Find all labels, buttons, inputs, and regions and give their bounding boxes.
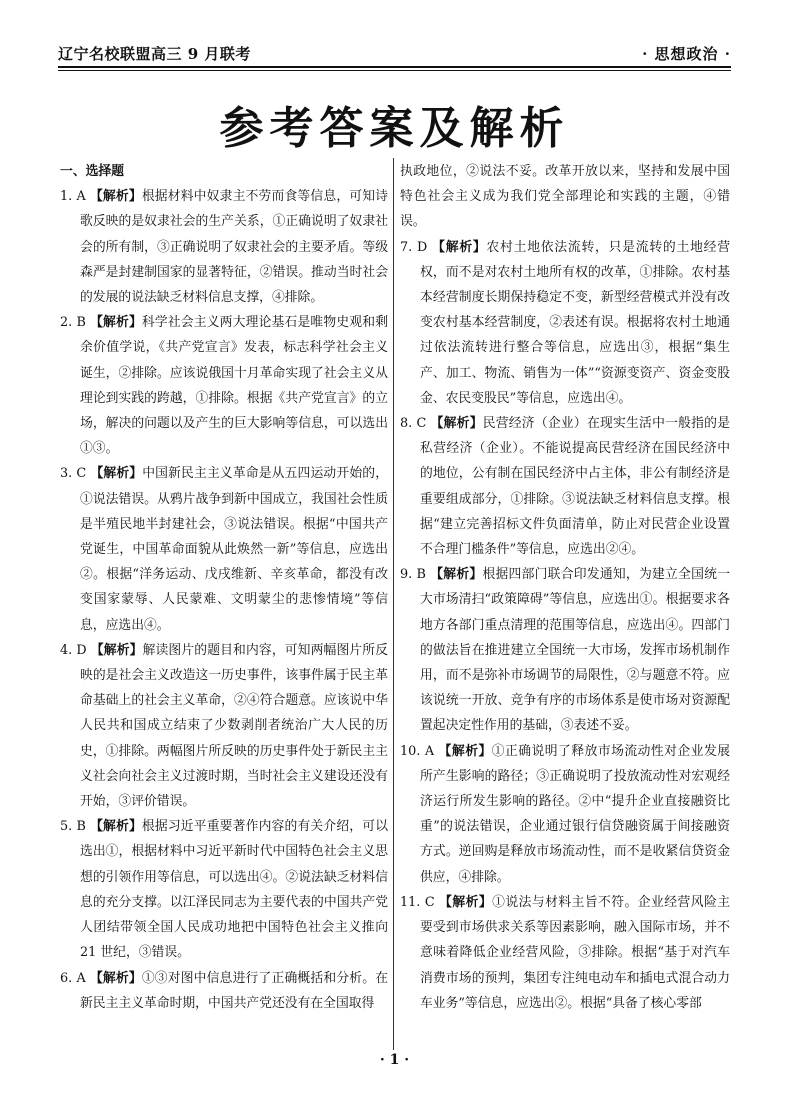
right-column <box>400 159 730 1016</box>
answer-number: 3. C <box>60 466 91 482</box>
analysis-tag: 【解析】 <box>90 819 142 835</box>
analysis-tag: 【解析】 <box>439 894 493 910</box>
analysis-text: 农村土地依法流转，只是流转的土地经营权，而不是对农村土地所有权的改革，①排除。农村基本经营制度长期保持稳定不变，新型经营模式并没有改变农村基本经营制度，②表述有误。根据将农村土地通过依法流转进行整合等信息，应选出③，根据“集生产、加工、物流、销售为一体”“资源变资产、资金变股金、农民变股民”等信息，应选出④。 <box>420 239 731 406</box>
analysis-text: 根据四部门联合印发通知，为建立全国统一大市场清扫“政策障碍”等信息，应选出①。根据要求各地方各部门重点清理的范围等信息，应选出④。四部门的做法旨在推进建立全国统一大市场，发挥市场机制作用，而不是弥补市场调节的局限性，②与题意不符。应该说统一开放、竞争有序的市场体系是使市场对资源配置起决定性作用的基础，③表述不妥。 <box>420 567 731 734</box>
analysis-tag: 【解析】 <box>438 743 492 759</box>
analysis-tag: 【解析】 <box>430 567 483 583</box>
page-number: · 1 · <box>379 1052 410 1068</box>
answer-item <box>60 966 388 1016</box>
page-header <box>58 38 731 64</box>
answer-item <box>400 411 730 562</box>
answer-item <box>60 310 388 461</box>
analysis-text: ①说法与材料主旨不符。企业经营风险主要受到市场供求关系等因素影响，融入国际市场，并不意味着降低企业经营风险，③排除。根据“基于对汽车消费市场的预判，集团专注纯电动车和插电式混合动力车业务”等信息，应选出②。根据“具备了核心零部 <box>420 894 731 1011</box>
answer-number: 6. A <box>60 970 90 986</box>
analysis-text: 科学社会主义两大理论基石是唯物史观和剩余价值学说，《共产党宣言》发表，标志科学社会主义诞生，②排除。应该说俄国十月革命实现了社会主义从理论到实践的跨越，①排除。根据《共产党宣言》的立场，解决的问题以及产生的巨大影响等信息，可以选出①③。 <box>80 315 389 457</box>
answer-item <box>60 638 388 814</box>
analysis-text: 根据材料中奴隶主不劳而食等信息，可知诗歌反映的是奴隶社会的生产关系，①正确说明了奴隶社会的所有制，③正确说明了奴隶社会的主要矛盾。等级森严是封建制国家的显著特征，②错误。推动当时社会的发展的说法缺乏材料信息支撑，④排除。 <box>80 189 389 306</box>
analysis-text: ①正确说明了释放市场流动性对企业发展所产生影响的路径；③正确说明了投放流动性对宏观经济运行所发生影响的路径。②中“提升企业直接融资比重”的说法错误，企业通过银行信贷融资属于间接融资方式。逆回购是释放市场流动性，而不是收紧信贷资金供应，④排除。 <box>420 743 731 885</box>
analysis-tag: 【解析】 <box>430 416 483 432</box>
answer-item <box>400 739 730 890</box>
analysis-tag: 【解析】 <box>90 466 143 482</box>
answer-number: 4. D <box>60 642 91 658</box>
analysis-text: 执政地位，②说法不妥。改革开放以来，坚持和发展中国特色社会主义成为我们党全部理论和实践的主题，④错误。 <box>400 164 730 230</box>
subject-name: · 思想政治 · <box>642 45 731 63</box>
answer-item <box>400 890 730 1016</box>
analysis-text: ①③对图中信息进行了正确概括和分析。在新民主主义革命时期，中国共产党还没有在全国取得 <box>80 970 389 1011</box>
header-rule-thick <box>58 66 731 68</box>
analysis-tag: 【解析】 <box>90 315 142 331</box>
answer-number: 9. B <box>400 567 431 583</box>
section-heading: 一、选择题 <box>60 164 124 179</box>
column-divider <box>393 158 394 1050</box>
answer-item <box>400 562 730 738</box>
answer-number: 11. C <box>400 894 440 910</box>
header-rule-thin <box>58 70 731 71</box>
answer-number: 1. A <box>60 189 90 205</box>
left-column <box>60 159 388 1016</box>
analysis-text: 解读图片的题目和内容，可知两幅图片所反映的是社会主义改造这一历史事件，该事件属于民主革命基础上的社会主义革命，②④符合题意。应该说中华人民共和国成立结束了少数剥削者统治广大人民的历史，①排除。两幅图片所反映的历史事件处于新民主主义社会向社会主义过渡时期，当时社会主义建设还没有开始，③评价错误。 <box>80 642 389 810</box>
answer-number: 2. B <box>60 315 91 331</box>
page-title: 参考答案及解析 <box>219 103 570 154</box>
answer-number: 5. B <box>60 819 91 835</box>
analysis-tag: 【解析】 <box>90 642 143 658</box>
analysis-tag: 【解析】 <box>432 239 487 255</box>
answer-item <box>400 235 730 411</box>
exam-name: 辽宁名校联盟高三 9 月联考 <box>58 45 251 63</box>
analysis-tag: 【解析】 <box>89 970 142 986</box>
analysis-text: 根据习近平重要著作内容的有关介绍，可以选出①，根据材料中习近平新时代中国特色社会主义思想的引领作用等信息，可以选出④。②说法缺乏材料信息的充分支撑。以江泽民同志为主要代表的中国共产党人团结带领全国人民成功地把中国特色社会主义推向 21 世纪，③错误。 <box>80 819 389 961</box>
answer-number: 8. C <box>400 416 431 432</box>
analysis-text: 民营经济（企业）在现实生活中一般指的是私营经济（企业）。不能说提高民营经济在国民经济中的地位，公有制在国民经济中占主体，非公有制经济是重要组成部分，①排除。③说法缺乏材料信息支撑。根据“建立完善招标文件负面清单，防止对民营企业设置不合理门槛条件”等信息，应选出②④。 <box>420 416 731 558</box>
answer-item <box>60 184 388 310</box>
analysis-tag: 【解析】 <box>89 189 142 205</box>
answer-number: 10. A <box>400 743 439 759</box>
answer-number: 7. D <box>400 239 433 255</box>
answer-item <box>60 461 388 637</box>
answer-item <box>60 814 388 965</box>
analysis-text: 中国新民主主义革命是从五四运动开始的，①说法错误。从鸦片战争到新中国成立，我国社会性质是半殖民地半封建社会，③说法错误。根据“中国共产党诞生，中国革命面貌从此焕然一新”等信息，应选出②。根据“洋务运动、戊戌维新、辛亥革命，都没有改变国家蒙辱、人民蒙难、文明蒙尘的悲惨情境”等信息，应选出④。 <box>80 466 389 633</box>
answer-item <box>400 159 730 235</box>
